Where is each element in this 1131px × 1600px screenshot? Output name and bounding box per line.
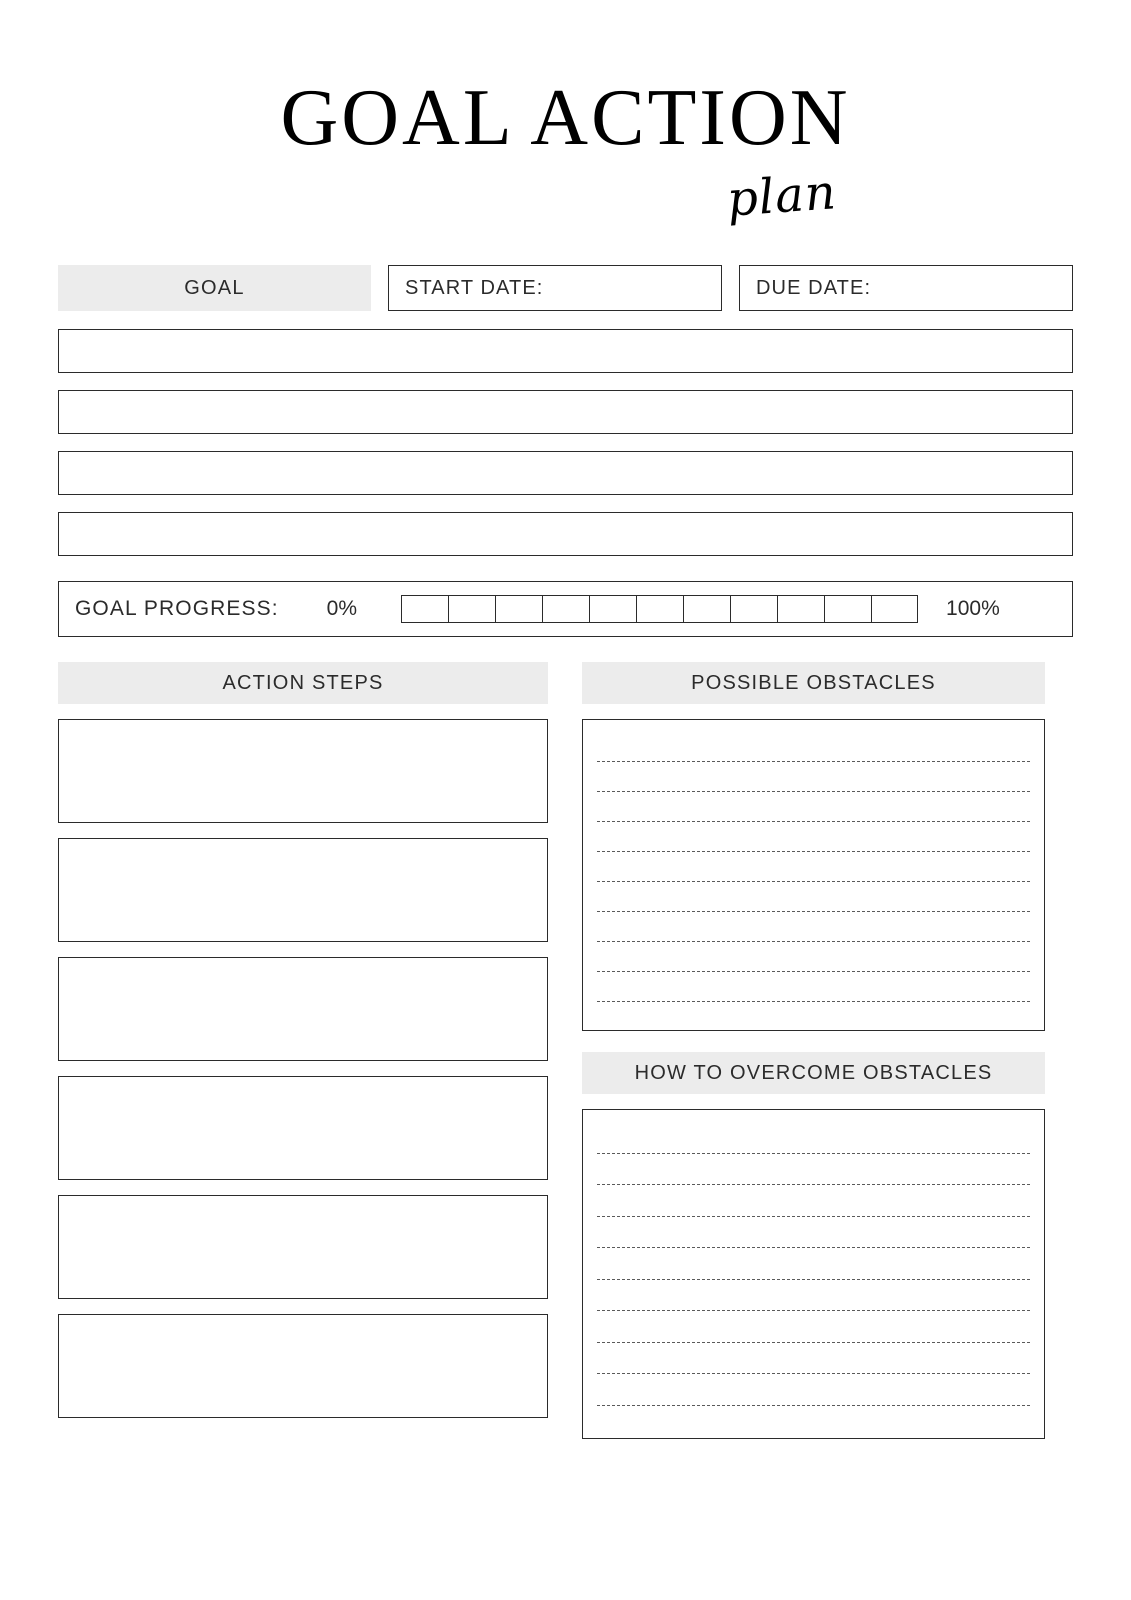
goal-line-1[interactable] [58,329,1073,373]
overcome-line[interactable] [597,1122,1030,1154]
start-date-field[interactable]: START DATE: [388,265,722,311]
goal-progress-row [58,581,1073,637]
progress-tick[interactable] [871,595,918,623]
goal-progress-max-label: 100% [946,597,1000,620]
progress-tick[interactable] [636,595,683,623]
progress-tick[interactable] [730,595,777,623]
obstacle-line[interactable] [597,882,1030,912]
obstacle-line[interactable] [597,972,1030,1002]
action-step-box-2[interactable] [58,838,548,942]
overcome-obstacles-area[interactable] [582,1109,1045,1439]
action-step-box-1[interactable] [58,719,548,823]
obstacle-line[interactable] [597,792,1030,822]
overcome-line[interactable] [597,1154,1030,1186]
action-step-box-3[interactable] [58,957,548,1061]
overcome-line[interactable] [597,1217,1030,1249]
obstacle-line[interactable] [597,912,1030,942]
progress-tick[interactable] [777,595,824,623]
overcome-line[interactable] [597,1406,1030,1438]
overcome-line[interactable] [597,1248,1030,1280]
goal-progress-min-label: 0% [326,597,358,620]
progress-tick[interactable] [824,595,871,623]
progress-tick[interactable] [448,595,495,623]
goal-progress-label: GOAL PROGRESS: [75,597,279,620]
obstacle-line[interactable] [597,732,1030,762]
title-block [58,0,1073,265]
obstacle-line[interactable] [597,852,1030,882]
overcome-line[interactable] [597,1185,1030,1217]
possible-obstacles-area[interactable] [582,719,1045,1031]
page-title-script: plan [725,164,839,228]
progress-tick[interactable] [542,595,589,623]
goal-line-3[interactable] [58,451,1073,495]
obstacles-column [582,662,1045,1439]
action-steps-header: ACTION STEPS [58,662,548,704]
goal-line-4[interactable] [58,512,1073,556]
goal-label: GOAL [58,265,371,311]
overcome-line[interactable] [597,1311,1030,1343]
overcome-line[interactable] [597,1343,1030,1375]
obstacle-line[interactable] [597,822,1030,852]
action-step-box-5[interactable] [58,1195,548,1299]
progress-tick[interactable] [495,595,542,623]
possible-obstacles-header: POSSIBLE OBSTACLES [582,662,1045,704]
action-step-box-6[interactable] [58,1314,548,1418]
goal-header-row [58,265,1073,311]
overcome-line[interactable] [597,1374,1030,1406]
goal-progress-ticks[interactable] [401,595,918,623]
page-title: GOAL ACTION [280,74,851,162]
progress-tick[interactable] [401,595,448,623]
action-step-box-4[interactable] [58,1076,548,1180]
action-steps-column [58,662,548,1439]
obstacle-line[interactable] [597,942,1030,972]
goal-line-2[interactable] [58,390,1073,434]
progress-tick[interactable] [589,595,636,623]
due-date-field[interactable]: DUE DATE: [739,265,1073,311]
column-spacer [582,1031,1045,1052]
overcome-line[interactable] [597,1280,1030,1312]
obstacle-line[interactable] [597,1002,1030,1032]
overcome-obstacles-header: HOW TO OVERCOME OBSTACLES [582,1052,1045,1094]
obstacle-line[interactable] [597,762,1030,792]
progress-tick[interactable] [683,595,730,623]
content-columns [58,662,1073,1439]
